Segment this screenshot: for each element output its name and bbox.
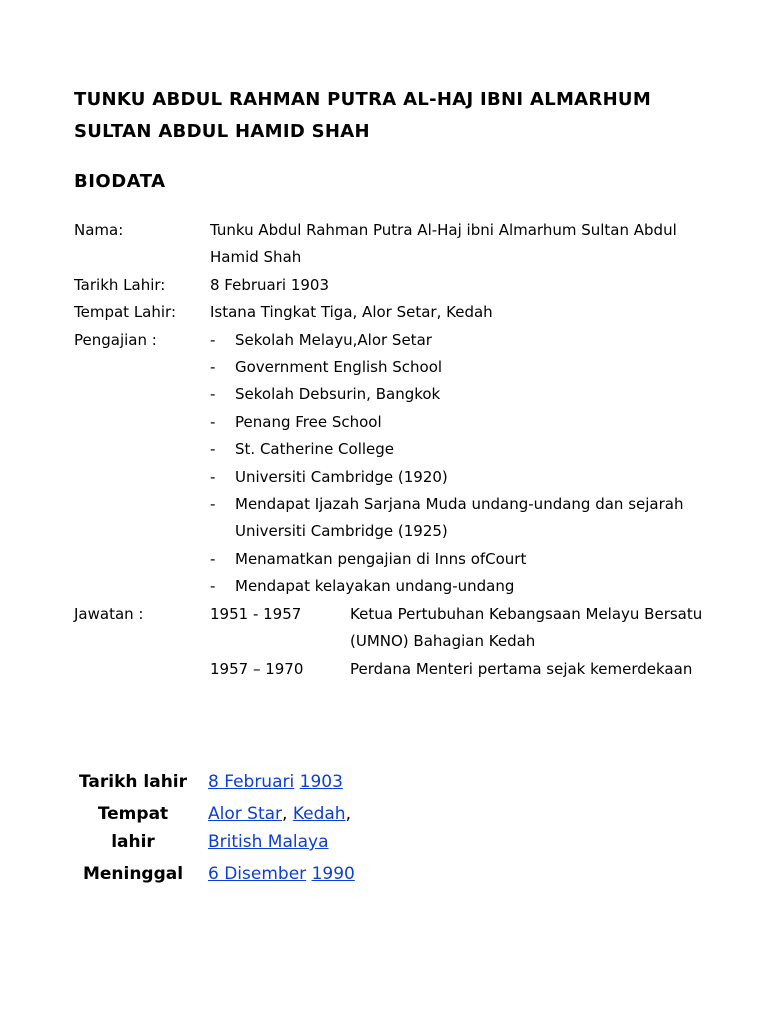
section-heading: BIODATA (74, 171, 166, 192)
state-link[interactable]: Kedah (292, 804, 346, 824)
bullet: - (210, 440, 216, 459)
tempat-lahir-label: Tempat Lahir: (74, 303, 176, 322)
bullet: - (210, 385, 216, 404)
biodata-section (74, 217, 714, 683)
list-item-text: Government English School (235, 358, 443, 377)
list-item-text: Mendapat Ijazah Sarjana Muda undang-undang dan sejarah Universiti Cambridge (1925) (235, 495, 684, 541)
infobox-label: Tempat lahir (97, 804, 169, 852)
separator: , (345, 804, 351, 824)
bullet: - (210, 549, 216, 568)
infobox (78, 768, 355, 892)
list-item (210, 464, 714, 491)
list-item-text: St. Catherine College (235, 440, 395, 459)
tarikh-lahir-value: 8 Februari 1903 (210, 275, 330, 294)
list-item (210, 491, 714, 546)
list-item (210, 354, 714, 381)
nama-row (74, 217, 714, 272)
jawatan-item (210, 601, 714, 656)
bullet: - (210, 495, 216, 514)
list-item-text: Penang Free School (235, 412, 382, 431)
tarikh-lahir-row (74, 272, 714, 299)
infobox-value (208, 860, 355, 888)
tempat-lahir-value: Istana Tingkat Tiga, Alor Setar, Kedah (210, 303, 493, 322)
infobox-row-lahir (78, 768, 355, 796)
jawatan-years: 1951 - 1957 (210, 604, 302, 623)
infobox-value (208, 768, 343, 796)
jawatan-title: Perdana Menteri pertama sejak kemerdekaan (350, 659, 693, 678)
city-link[interactable]: Alor Star (208, 804, 283, 824)
list-item (210, 381, 714, 408)
tempat-lahir-row (74, 299, 714, 326)
pengajian-row (74, 327, 714, 601)
list-item (210, 327, 714, 354)
death-date-link[interactable]: 6 Disember (208, 864, 307, 884)
death-year-link[interactable]: 1990 (311, 864, 355, 884)
list-item-text: Universiti Cambridge (1920) (235, 467, 448, 486)
list-item-text: Sekolah Debsurin, Bangkok (235, 385, 441, 404)
infobox-label: Meninggal (82, 864, 184, 884)
pengajian-list (210, 327, 714, 601)
jawatan-title: Ketua Pertubuhan Kebangsaan Melayu Bersatu (UMNO) Bahagian Kedah (350, 604, 703, 651)
list-item (210, 409, 714, 436)
bullet: - (210, 577, 216, 596)
tarikh-lahir-label: Tarikh Lahir: (74, 275, 166, 294)
infobox-value (208, 800, 351, 856)
nama-value: Tunku Abdul Rahman Putra Al-Haj ibni Almarhum Sultan Abdul Hamid Shah (210, 221, 677, 267)
jawatan-label: Jawatan : (74, 604, 144, 623)
infobox-label: Tarikh lahir (78, 772, 188, 792)
birth-date-link[interactable]: 8 Februari (208, 772, 295, 792)
bullet: - (210, 412, 216, 431)
jawatan-item (210, 656, 714, 683)
bullet: - (210, 467, 216, 486)
jawatan-row (74, 601, 714, 683)
list-item (210, 573, 714, 600)
list-item (210, 436, 714, 463)
page-title: TUNKU ABDUL RAHMAN PUTRA AL-HAJ IBNI ALMARHUM SULTAN ABDUL HAMID SHAH (74, 89, 652, 142)
list-item-text: Mendapat kelayakan undang-undang (235, 577, 515, 596)
nama-label: Nama: (74, 221, 124, 239)
infobox-row-tempat (78, 800, 355, 856)
separator: , (282, 804, 288, 824)
bullet: - (210, 330, 216, 349)
list-item-text: Sekolah Melayu,Alor Setar (235, 330, 432, 349)
list-item-text: Menamatkan pengajian di Inns ofCourt (235, 549, 527, 568)
pengajian-label: Pengajian : (74, 330, 157, 349)
infobox-row-meninggal (78, 860, 355, 888)
bullet: - (210, 358, 216, 377)
list-item (210, 546, 714, 573)
country-link[interactable]: British Malaya (208, 832, 329, 852)
jawatan-years: 1957 – 1970 (210, 659, 304, 678)
birth-year-link[interactable]: 1903 (299, 772, 343, 792)
